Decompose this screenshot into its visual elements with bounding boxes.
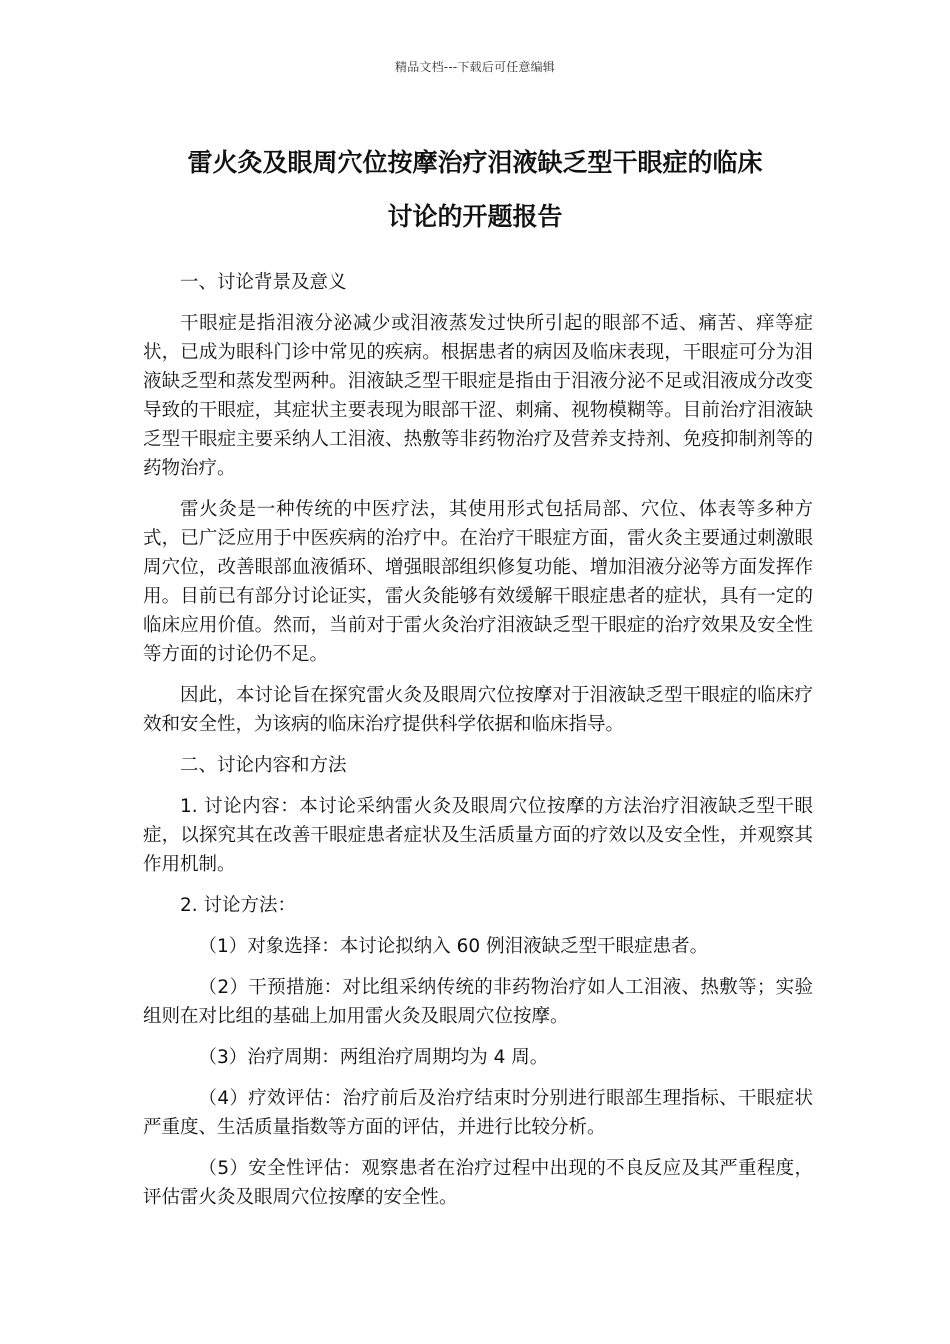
header-watermark: 精品文档---下载后可任意编辑 — [395, 60, 555, 74]
method-safety-evaluation: （5）安全性评估：观察患者在治疗过程中出现的不良反应及其严重程度，评估雷火灸及眼周穴位按摩的安全性。 — [143, 1158, 813, 1208]
document-title — [120, 136, 830, 244]
section-heading-content-methods: 二、讨论内容和方法 — [180, 755, 347, 776]
title-line-1: 雷火灸及眼周穴位按摩治疗泪液缺乏型干眼症的临床 — [187, 148, 763, 177]
paragraph-study-purpose: 因此，本讨论旨在探究雷火灸及眼周穴位按摩对于泪液缺乏型干眼症的临床疗效和安全性，为该病的临床治疗提供科学依据和临床指导。 — [143, 685, 813, 735]
method-treatment-period: （3）治疗周期：两组治疗周期均为 4 周。 — [198, 1047, 549, 1068]
method-efficacy-evaluation: （4）疗效评估：治疗前后及治疗结束时分别进行眼部生理指标、干眼症状严重度、生活质量指数等方面的评估，并进行比较分析。 — [143, 1088, 813, 1138]
paragraph-study-content: 1. 讨论内容：本讨论采纳雷火灸及眼周穴位按摩的方法治疗泪液缺乏型干眼症，以探究其在改善干眼症患者症状及生活质量方面的疗效以及安全性，并观察其作用机制。 — [143, 796, 813, 875]
method-intervention: （2）干预措施：对比组采纳传统的非药物治疗如人工泪液、热敷等；实验组则在对比组的基础上加用雷火灸及眼周穴位按摩。 — [143, 977, 813, 1027]
title-line-2: 讨论的开题报告 — [387, 202, 563, 231]
paragraph-dry-eye-definition: 干眼症是指泪液分泌减少或泪液蒸发过快所引起的眼部不适、痛苦、痒等症状，已成为眼科门诊中常见的疾病。根据患者的病因及临床表现，干眼症可分为泪液缺乏型和蒸发型两种。泪液缺乏型干眼症是指由于泪液分泌不足或泪液成分改变导致的干眼症，其症状主要表现为眼部干涩、刺痛、视物模糊等。目前治疗泪液缺乏型干眼症主要采纳人工泪液、热敷等非药物治疗及营养支持剂、免疫抑制剂等的药物治疗。 — [143, 313, 813, 479]
paragraph-study-methods: 2. 讨论方法： — [180, 895, 297, 916]
method-subject-selection: （1）对象选择：本讨论拟纳入 60 例泪液缺乏型干眼症患者。 — [198, 936, 709, 957]
section-heading-background: 一、讨论背景及意义 — [180, 272, 347, 293]
paragraph-thunder-fire-moxibustion: 雷火灸是一种传统的中医疗法，其使用形式包括局部、穴位、体表等多种方式，已广泛应用于中医疾病的治疗中。在治疗干眼症方面，雷火灸主要通过刺激眼周穴位，改善眼部血液循环、增强眼部组织修复功能、增加泪液分泌等方面发挥作用。目前已有部分讨论证实，雷火灸能够有效缓解干眼症患者的症状，具有一定的临床应用价值。然而，当前对于雷火灸治疗泪液缺乏型干眼症的治疗效果及安全性等方面的讨论仍不足。 — [143, 499, 813, 665]
document-body — [143, 268, 813, 1224]
